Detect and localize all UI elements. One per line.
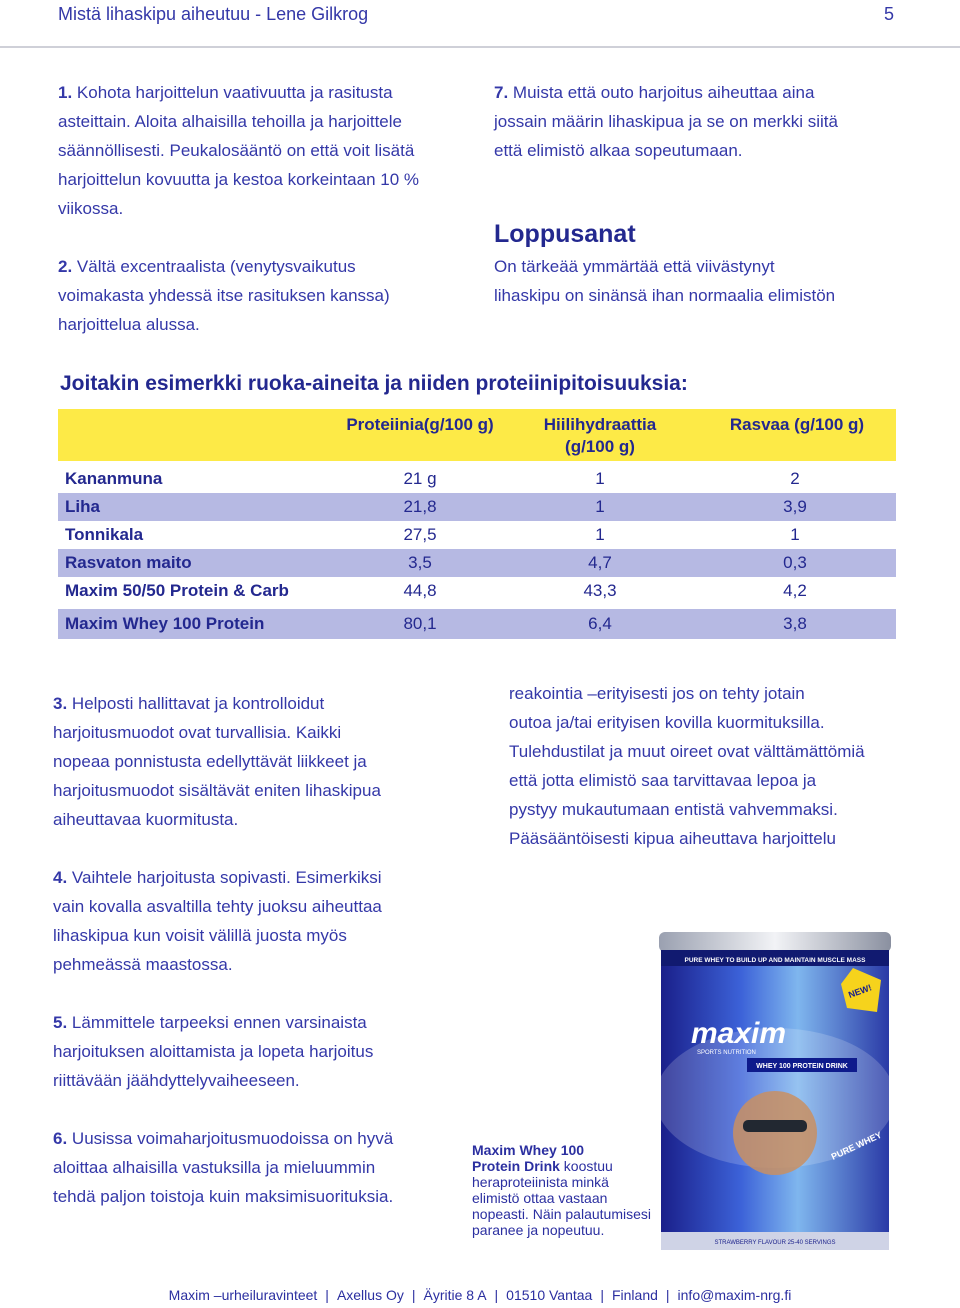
tip-number: 4.	[53, 868, 68, 887]
brand-logo: maxim	[691, 1017, 787, 1050]
table-row	[58, 577, 896, 605]
tip-5: 5. Lämmittele tarpeeksi ennen varsinaista harjoituksen aloittamista ja lopeta harjoitus riittävään jäähdyttelyvaiheeseen.	[53, 1013, 374, 1090]
column-header-protein: Proteiinia(g/100 g)	[346, 415, 494, 434]
closing-paragraph: On tärkeää ymmärtää että viivästynyt lihaskipu on sinänsä ihan normaalia elimistön	[494, 257, 836, 305]
cell-carb: 6,4	[588, 614, 612, 633]
tip-number: 7.	[494, 83, 509, 102]
table-row	[58, 549, 896, 577]
pure-whey-stamp: PURE WHEY	[829, 1129, 884, 1162]
tip-3: 3. Helposti hallittavat ja kontrolloidut harjoitusmuodot ovat turvallisia. Kaikki nopeaa ponnistusta edellyttävät liikkeet ja harjoitusmuodot sisältävät eniten lihaskipua aiheuttavaa kuormitusta.	[53, 694, 381, 829]
new-badge-text: NEW!	[846, 982, 873, 1000]
row-name: Tonnikala	[65, 525, 144, 544]
brand-subtitle: SPORTS NUTRITION	[697, 1050, 756, 1056]
row-name: Liha	[65, 497, 100, 516]
cell-carb: 4,7	[588, 553, 612, 572]
tip-number: 5.	[53, 1013, 68, 1032]
table-title: Joitakin esimerkki ruoka-aineita ja niiden proteiinipitoisuuksia:	[60, 372, 688, 395]
row-name: Kananmuna	[65, 469, 163, 488]
tub-band-text: PURE WHEY TO BUILD UP AND MAINTAIN MUSCLE MASS	[684, 957, 866, 964]
tip-number: 3.	[53, 694, 68, 713]
drink-label: WHEY 100 PROTEIN DRINK	[756, 1063, 848, 1070]
cell-protein: 44,8	[403, 581, 437, 600]
footer-company: Maxim –urheiluravinteet	[168, 1287, 318, 1303]
athlete-sunglasses	[743, 1120, 807, 1132]
tip-2: 2. Vältä excentraalista (venytysvaikutus voimakasta yhdessä itse rasituksen kanssa) harjoittelua alussa.	[58, 257, 390, 334]
cell-carb: 1	[595, 469, 605, 488]
cell-carb: 1	[595, 497, 605, 516]
athlete-face-image	[733, 1091, 817, 1175]
cell-fat: 2	[790, 469, 800, 488]
table-row	[58, 493, 896, 521]
tip-4: 4. Vaihtele harjoitusta sopivasti. Esimerkiksi vain kovalla asvaltilla tehty juoksu aiheuttaa lihaskipua kun voisit välillä juosta myös pehmeässä maastossa.	[53, 868, 382, 974]
footer-street: Äyritie 8 A	[423, 1287, 487, 1303]
tip-number: 6.	[53, 1129, 68, 1148]
page-footer: Maxim –urheiluravinteet | Axellus Oy | Äyritie 8 A | 01510 Vantaa | Finland | info@maxim-nrg.fi	[168, 1287, 792, 1303]
flavour-label: STRAWBERRY FLAVOUR 25-40 SERVINGS	[714, 1240, 836, 1246]
table-header-row	[58, 409, 896, 461]
column-header-fat: Rasvaa (g/100 g)	[729, 415, 865, 434]
cell-carb: 1	[595, 525, 605, 544]
cell-protein: 21,8	[403, 497, 437, 516]
footer-email-link[interactable]: info@maxim-nrg.fi	[677, 1287, 792, 1303]
product-caption: Maxim Whey 100 Protein Drink koostuu heraproteiinista minkä elimistö ottaa vastaan nopeasti. Näin palautumisesi paranee ja nopeutuu.	[472, 1142, 651, 1238]
body-paragraph: reakointia –erityisesti jos on tehty jotain outoa ja/tai erityisen kovilla kuormituksilla. Tulehdustilat ja muut oireet ovat välttämättömiä että jotta elimistö saa tarvittavaa lepoa ja pystyy mukautumaan entistä vahvemmaksi. Pääsääntöisesti kipua aiheuttava harjoittelu	[509, 684, 865, 848]
cell-carb: 43,3	[583, 581, 617, 600]
cell-protein: 21 g	[403, 469, 437, 488]
tip-1: 1. Kohota harjoittelun vaativuutta ja rasitusta asteittain. Aloita alhaisilla tehoilla ja harjoittele säännöllisesti. Peukalosääntö on että voit lisätä harjoittelun kovuutta ja kestoa korkeintaan 10 % viikossa.	[58, 83, 420, 218]
row-name: Maxim Whey 100 Protein	[65, 614, 265, 633]
cell-fat: 1	[790, 525, 800, 544]
cell-fat: 4,2	[783, 581, 807, 600]
cell-fat: 3,8	[783, 614, 807, 633]
tub-lid	[659, 932, 891, 952]
row-name: Rasvaton maito	[65, 553, 192, 572]
cell-protein: 3,5	[408, 553, 432, 572]
cell-protein: 80,1	[403, 614, 437, 633]
cell-fat: 0,3	[783, 553, 807, 572]
section-heading-loppusanat: Loppusanat	[494, 220, 636, 248]
cell-fat: 3,9	[783, 497, 807, 516]
tip-number: 2.	[58, 257, 73, 276]
tip-6: 6. Uusissa voimaharjoitusmuodoissa on hyvä aloittaa alhaisilla vastuksilla ja mieluummin tehdä paljon toistoja kuin maksimisuorituksia.	[53, 1129, 394, 1206]
table-row	[58, 465, 896, 493]
table-row	[58, 609, 896, 639]
document-title: Mistä lihaskipu aiheutuu - Lene Gilkrog	[58, 4, 369, 24]
page-header	[0, 0, 960, 48]
tip-7: 7. Muista että outo harjoitus aiheuttaa aina jossain määrin lihaskipua ja se on merkki siitä että elimistö alkaa sopeutumaan.	[494, 83, 838, 160]
row-name: Maxim 50/50 Protein & Carb	[65, 581, 289, 600]
tip-number: 1.	[58, 83, 73, 102]
cell-protein: 27,5	[403, 525, 437, 544]
table-row	[58, 521, 896, 549]
footer-postcode: 01510 Vantaa	[506, 1287, 593, 1303]
protein-table	[58, 409, 896, 639]
column-header-carb: Hiilihydraattia (g/100 g)	[543, 415, 657, 456]
footer-country: Finland	[611, 1287, 658, 1303]
page-number: 5	[884, 4, 895, 24]
footer-legal-name: Axellus Oy	[336, 1287, 404, 1303]
